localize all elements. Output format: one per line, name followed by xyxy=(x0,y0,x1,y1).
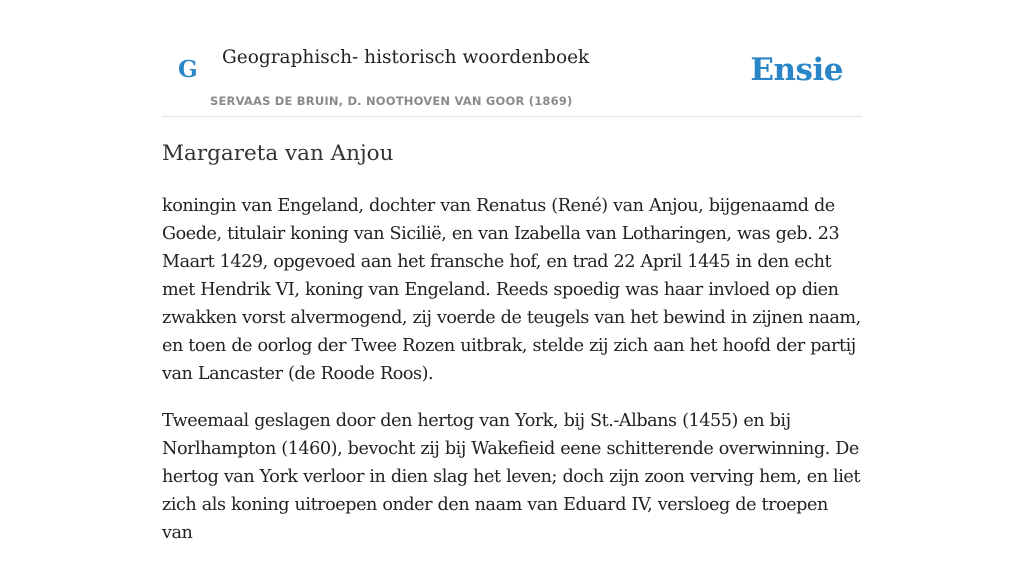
entry-paragraph: Tweemaal geslagen door den hertog van York, bij St.-Albans (1455) en bij Norlhampton (1460), bevocht zij bij Wakefieid eene schitterende overwinning. De hertog van York verloor in dien slag het leven; doch zijn zoon verving hem, en liet zich als koning uitroepen onder den naam van Eduard IV, versloeg de troepen van xyxy=(162,411,860,543)
page xyxy=(162,0,862,543)
entry-paragraph: koningin van Engeland, dochter van Renatus (René) van Anjou, bijgenaamd de Goede, titulair koning van Sicilië, en van Izabella van Lotharingen, was geb. 23 Maart 1429, opgevoed aan het fransche hof, en trad 22 April 1445 in den echt met Hendrik VI, koning van Engeland. Reeds spoedig was haar invloed op dien zwakken vorst alvermogend, zij voerde de teugels van het bewind in zijnen naam, en toen de oorlog der Twee Rozen uitbrak, stelde zij zich aan het hoofd der partij van Lancaster (de Roode Roos). xyxy=(162,196,861,384)
header xyxy=(162,0,862,117)
brand-logo[interactable]: Ensie xyxy=(750,52,843,88)
book-title-link[interactable]: Geographisch- historisch woordenboek xyxy=(222,47,590,68)
entry-title: Margareta van Anjou xyxy=(162,141,394,166)
entry-body xyxy=(162,192,862,566)
book-authors: SERVAAS DE BRUIN, D. NOOTHOVEN VAN GOOR (1869) xyxy=(210,94,573,108)
dictionary-logo[interactable]: G xyxy=(178,56,198,83)
